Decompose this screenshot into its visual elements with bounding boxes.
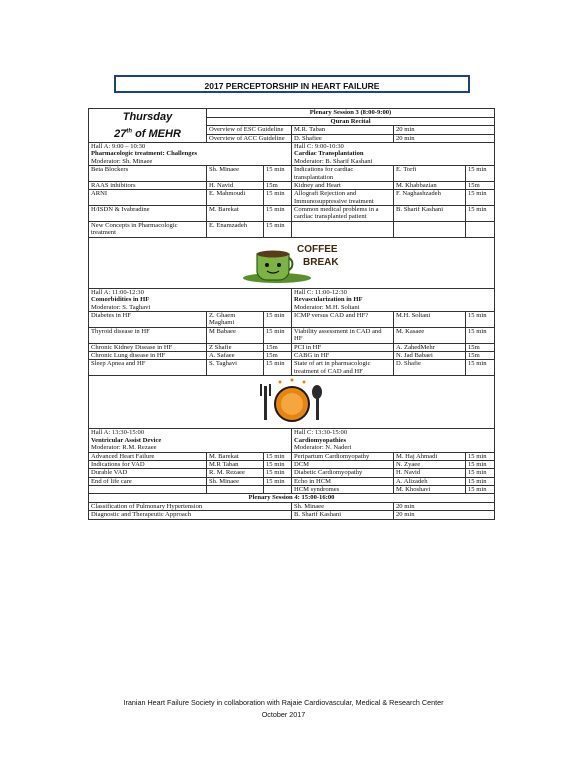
- session-row: [89, 221, 495, 237]
- session-row: [89, 312, 495, 328]
- talk-topic: Advanced Heart Failure: [89, 452, 207, 460]
- hall-time: Hall A: 9:00 – 10:30: [91, 143, 146, 150]
- talk-duration: [264, 486, 292, 494]
- talk-topic: Diagnostic and Therapeutic Approach: [89, 511, 292, 519]
- session-row: [89, 327, 495, 343]
- session-row: [89, 351, 495, 359]
- talk-duration: 20 min: [394, 502, 495, 510]
- lunch-plate-icon: [252, 376, 332, 426]
- talk-topic: Common medical problems in a cardiac transplanted patient: [292, 206, 394, 222]
- talk-topic: H/ISDN & Ivabradine: [89, 206, 207, 222]
- session-row: [89, 166, 495, 182]
- talk-speaker: Sh. Minaee: [207, 477, 264, 485]
- session-moderator: Moderator: S. Taghavi: [91, 303, 151, 311]
- talk-duration: 15 min: [264, 460, 292, 468]
- hall-time: Hall C: 13:30-15:00: [294, 429, 348, 437]
- opening-cell: Quran Recital: [207, 117, 495, 126]
- session-row: [89, 469, 495, 477]
- talk-topic: Echo in HCM: [292, 477, 394, 485]
- hall-time: Hall A: 11:00-12:30: [91, 288, 144, 296]
- hall-time: Hall C: 9:00-10:30: [294, 143, 344, 150]
- session-row: [89, 190, 495, 206]
- talk-duration: 15m: [466, 181, 495, 189]
- talk-duration: 15 min: [264, 221, 292, 237]
- session-moderator: Moderator: R.M. Rezaee: [91, 444, 157, 452]
- talk-duration: 15m: [466, 343, 495, 351]
- coffee-break-cell: [89, 237, 495, 288]
- session-moderator: Moderator: N. Naderi: [294, 444, 352, 452]
- hall-header-left: [89, 143, 292, 166]
- session-row: [89, 206, 495, 222]
- talk-speaker: E. Mahmoudi: [207, 190, 264, 206]
- session-moderator: Moderator: M.H. Soltani: [294, 303, 360, 311]
- talk-duration: 15 min: [264, 206, 292, 222]
- plenary-3-header-row: [89, 109, 495, 118]
- talk-topic: Classification of Pulmonary Hypertension: [89, 502, 292, 510]
- session-moderator: Moderator: Sh. Minaee: [91, 157, 153, 165]
- hall-header-left: [89, 288, 292, 311]
- talk-duration: 15 min: [264, 360, 292, 376]
- talk-duration: 15 min: [466, 190, 495, 206]
- talk-speaker: Z. Ghaem Maghami: [207, 312, 264, 328]
- talk-speaker: A. Alizadeh: [394, 477, 466, 485]
- talk-topic: HCM syndromes: [292, 486, 394, 494]
- talk-speaker: M. Khoshavi: [394, 486, 466, 494]
- talk-speaker: M Babaee: [207, 327, 264, 343]
- talk-duration: 15m: [264, 181, 292, 189]
- document-title: 2017 PERCEPTORSHIP IN HEART FAILURE: [114, 75, 470, 93]
- talk-speaker: M. Khabbazian: [394, 181, 466, 189]
- hall-header-left: [89, 429, 292, 452]
- talk-topic: RAAS inhibitors: [89, 181, 207, 189]
- talk-topic: New Concepts in Pharmacologic treatment: [89, 221, 207, 237]
- plenary-4-row: [89, 511, 495, 519]
- talk-topic: Beta Blockers: [89, 166, 207, 182]
- talk-speaker: E. Torfi: [394, 166, 466, 182]
- hall-time: Hall C: 11:00-12:30: [294, 288, 347, 296]
- talk-duration: 15 min: [466, 166, 495, 182]
- talk-duration: 15 min: [264, 312, 292, 328]
- talk-speaker: N. Jad Babaei: [394, 351, 466, 359]
- talk-duration: 15 min: [264, 327, 292, 343]
- talk-topic: CABG in HF: [292, 351, 394, 359]
- talk-speaker: R. M. Rezaee: [207, 469, 264, 477]
- talk-speaker: M.R Taban: [207, 460, 264, 468]
- talk-duration: 15 min: [264, 166, 292, 182]
- lunch-break-row: [89, 376, 495, 429]
- talk-duration: 15 min: [466, 312, 495, 328]
- talk-topic: [89, 486, 207, 494]
- hall-header-row: [89, 288, 495, 311]
- talk-speaker: M.R. Taban: [292, 126, 394, 135]
- talk-topic: [292, 221, 394, 237]
- talk-topic: Indications for VAD: [89, 460, 207, 468]
- talk-duration: 15 min: [264, 477, 292, 485]
- talk-speaker: Sh. Minaee: [207, 166, 264, 182]
- talk-topic: Chronic Lung disease in HF: [89, 351, 207, 359]
- talk-topic: DCM: [292, 460, 394, 468]
- hall-header-row: [89, 429, 495, 452]
- talk-duration: 15 min: [466, 469, 495, 477]
- plenary-3-header: Plenary Session 3 (8:00-9:00): [207, 109, 495, 118]
- talk-topic: Thyroid disease in HF: [89, 327, 207, 343]
- hall-header-row: [89, 143, 495, 166]
- talk-duration: 15 min: [264, 469, 292, 477]
- talk-speaker: H. Navid: [207, 181, 264, 189]
- talk-speaker: S. Taghavi: [207, 360, 264, 376]
- plenary-4-row: [89, 502, 495, 510]
- talk-speaker: F. Naghashzadeh: [394, 190, 466, 206]
- talk-duration: 15 min: [466, 477, 495, 485]
- talk-speaker: M. Barekat: [207, 206, 264, 222]
- talk-topic: ARNI: [89, 190, 207, 206]
- hall-header-right: [292, 288, 495, 311]
- session-row: [89, 477, 495, 485]
- talk-topic: Overview of ESC Guideline: [207, 126, 292, 135]
- hall-header-right: [292, 143, 495, 166]
- talk-speaker: M. Barekat: [207, 452, 264, 460]
- footer-date: October 2017: [261, 710, 306, 719]
- talk-speaker: D. Shafiee: [292, 134, 394, 143]
- session-row: [89, 343, 495, 351]
- talk-duration: 15 min: [466, 486, 495, 494]
- talk-topic: State of art in pharmacologic treatment of CAD and HF: [292, 360, 394, 376]
- session-row: [89, 460, 495, 468]
- session-title: Revascularization in HF: [294, 296, 363, 304]
- session-title: Pharmacologic treatment: Challenges: [91, 150, 198, 158]
- talk-speaker: A. ZahedMehr: [394, 343, 466, 351]
- session-title: Comorbidities in HF: [91, 296, 150, 304]
- talk-speaker: Z Shafie: [207, 343, 264, 351]
- talk-duration: 15 min: [264, 452, 292, 460]
- talk-duration: 20 min: [394, 126, 495, 135]
- coffee-break-icon: [237, 238, 347, 286]
- plenary-4-header-row: [89, 494, 495, 502]
- talk-duration: 20 min: [394, 134, 495, 143]
- talk-topic: Kidney and Heart: [292, 181, 394, 189]
- talk-speaker: M.H. Soltani: [394, 312, 466, 328]
- day-cell: [89, 109, 207, 143]
- talk-duration: 15m: [466, 351, 495, 359]
- coffee-break-row: [89, 237, 495, 288]
- break-text: BREAK: [302, 256, 339, 268]
- talk-speaker: B. Sharif Kashani: [394, 206, 466, 222]
- coffee-text: COFFEE: [296, 243, 338, 255]
- talk-duration: 15m: [264, 351, 292, 359]
- talk-topic: Indications for cardiac transplantation: [292, 166, 394, 182]
- talk-duration: 15 min: [466, 360, 495, 376]
- talk-topic: End of life care: [89, 477, 207, 485]
- plenary-4-header: Plenary Session 4: 15:00-16:00: [89, 494, 495, 502]
- day-date: 27th of MEHR: [114, 127, 181, 140]
- session-moderator: Moderator: B. Sharif Kashani: [294, 157, 373, 165]
- hall-header-right: [292, 429, 495, 452]
- talk-speaker: [394, 221, 466, 237]
- talk-duration: 20 min: [394, 511, 495, 519]
- session-row: [89, 452, 495, 460]
- talk-duration: 15 min: [466, 327, 495, 343]
- talk-duration: 15 min: [466, 206, 495, 222]
- talk-speaker: A. Safaee: [207, 351, 264, 359]
- lunch-break-cell: [89, 376, 495, 429]
- footer-organizer: Iranian Heart Failure Society in collaboration with Rajaie Cardiovascular, Medical & Research Center: [123, 698, 444, 707]
- session-title: Cardiac Transplantation: [294, 150, 364, 158]
- talk-topic: Chronic Kidney Disease in HF: [89, 343, 207, 351]
- talk-speaker: Sh. Minaee: [292, 502, 394, 510]
- talk-speaker: M. Haj Ahmadi: [394, 452, 466, 460]
- talk-topic: Diabetes in HF: [89, 312, 207, 328]
- session-row: [89, 360, 495, 376]
- talk-topic: Allograft Rejection and Immunosuppressive treatment: [292, 190, 394, 206]
- session-row: [89, 181, 495, 189]
- session-title: Ventricular Assist Device: [91, 436, 162, 444]
- talk-duration: 15 min: [466, 452, 495, 460]
- talk-topic: Diabetic Cardiomyopathy: [292, 469, 394, 477]
- talk-speaker: D. Shafie: [394, 360, 466, 376]
- talk-duration: 15m: [264, 343, 292, 351]
- talk-topic: Sleep Apnea and HF: [89, 360, 207, 376]
- talk-speaker: H. Navid: [394, 469, 466, 477]
- session-row: [89, 486, 495, 494]
- schedule-table: [88, 108, 495, 520]
- talk-speaker: [207, 486, 264, 494]
- talk-topic: ICMP versus CAD and HF?: [292, 312, 394, 328]
- session-title: Cardiomyopathies: [294, 436, 347, 444]
- talk-topic: Overview of ACC Guideline: [207, 134, 292, 143]
- talk-duration: 15 min: [466, 460, 495, 468]
- talk-speaker: B. Sharif Kashani: [292, 511, 394, 519]
- talk-topic: PCI in HF: [292, 343, 394, 351]
- talk-topic: Durable VAD: [89, 469, 207, 477]
- talk-duration: [466, 221, 495, 237]
- talk-duration: 15 min: [264, 190, 292, 206]
- talk-speaker: N. Zyaee: [394, 460, 466, 468]
- day-name: Thursday: [122, 111, 173, 123]
- hall-time: Hall A: 13:30-15:00: [91, 429, 145, 437]
- talk-speaker: E. Enamzadeh: [207, 221, 264, 237]
- talk-speaker: M. Kasaee: [394, 327, 466, 343]
- talk-topic: Viability assessment in CAD and HF: [292, 327, 394, 343]
- talk-topic: Peripartum Cardiomyopathy: [292, 452, 394, 460]
